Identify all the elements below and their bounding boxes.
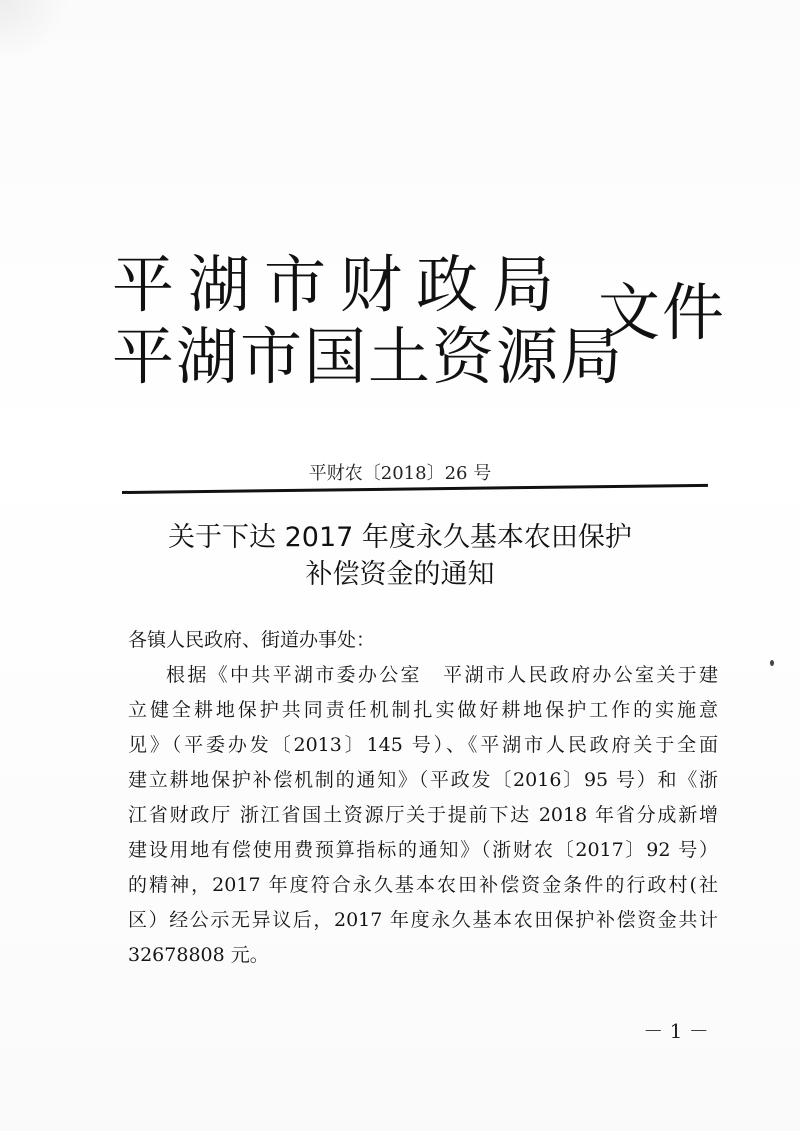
paragraph-line: 根据《中共平湖市委办公室 平湖市人民政府办公室关于建 bbox=[166, 664, 718, 686]
page-number: － 1 － bbox=[643, 1019, 709, 1043]
document-header bbox=[112, 232, 727, 402]
paragraph-line: 立健全耕地保护共同责任机制扎实做好耕地保护工作的实施意 bbox=[128, 699, 718, 721]
issuer-finance-bureau: 平湖市财政局 bbox=[112, 248, 569, 321]
document-body bbox=[128, 623, 718, 973]
paragraph-line: 的精神，2017 年度符合永久基本农田补偿资金条件的行政村(社 bbox=[128, 874, 718, 896]
main-paragraph bbox=[128, 658, 718, 973]
issuer-land-resources-bureau: 平湖市国土资源局 bbox=[112, 320, 625, 393]
paragraph-line: 建立耕地保护补偿机制的通知》（平政发〔2016〕95 号）和《浙 bbox=[128, 769, 718, 791]
document-type-label: 文件 bbox=[598, 276, 727, 349]
document-number: 平财农〔2018〕26 号 bbox=[308, 463, 492, 484]
paragraph-line: 见》（平委办发〔2013〕145 号）、《平湖市人民政府关于全面 bbox=[128, 734, 718, 756]
scan-shadow bbox=[0, 0, 70, 60]
document-title-line-2: 补偿资金的通知 bbox=[305, 559, 495, 590]
paragraph-line: 32678808 元。 bbox=[128, 944, 269, 966]
document-title-line-1: 关于下达 2017 年度永久基本农田保护 bbox=[168, 522, 632, 553]
addressee: 各镇人民政府、街道办事处： bbox=[128, 629, 376, 651]
paragraph-line: 建设用地有偿使用费预算指标的通知》（浙财农〔2017〕92 号） bbox=[128, 839, 718, 861]
scan-speck bbox=[770, 660, 774, 666]
paragraph-line: 江省财政厅 浙江省国土资源厅关于提前下达 2018 年省分成新增 bbox=[128, 804, 718, 826]
paragraph-line: 区）经公示无异议后，2017 年度永久基本农田保护补偿资金共计 bbox=[128, 909, 718, 931]
